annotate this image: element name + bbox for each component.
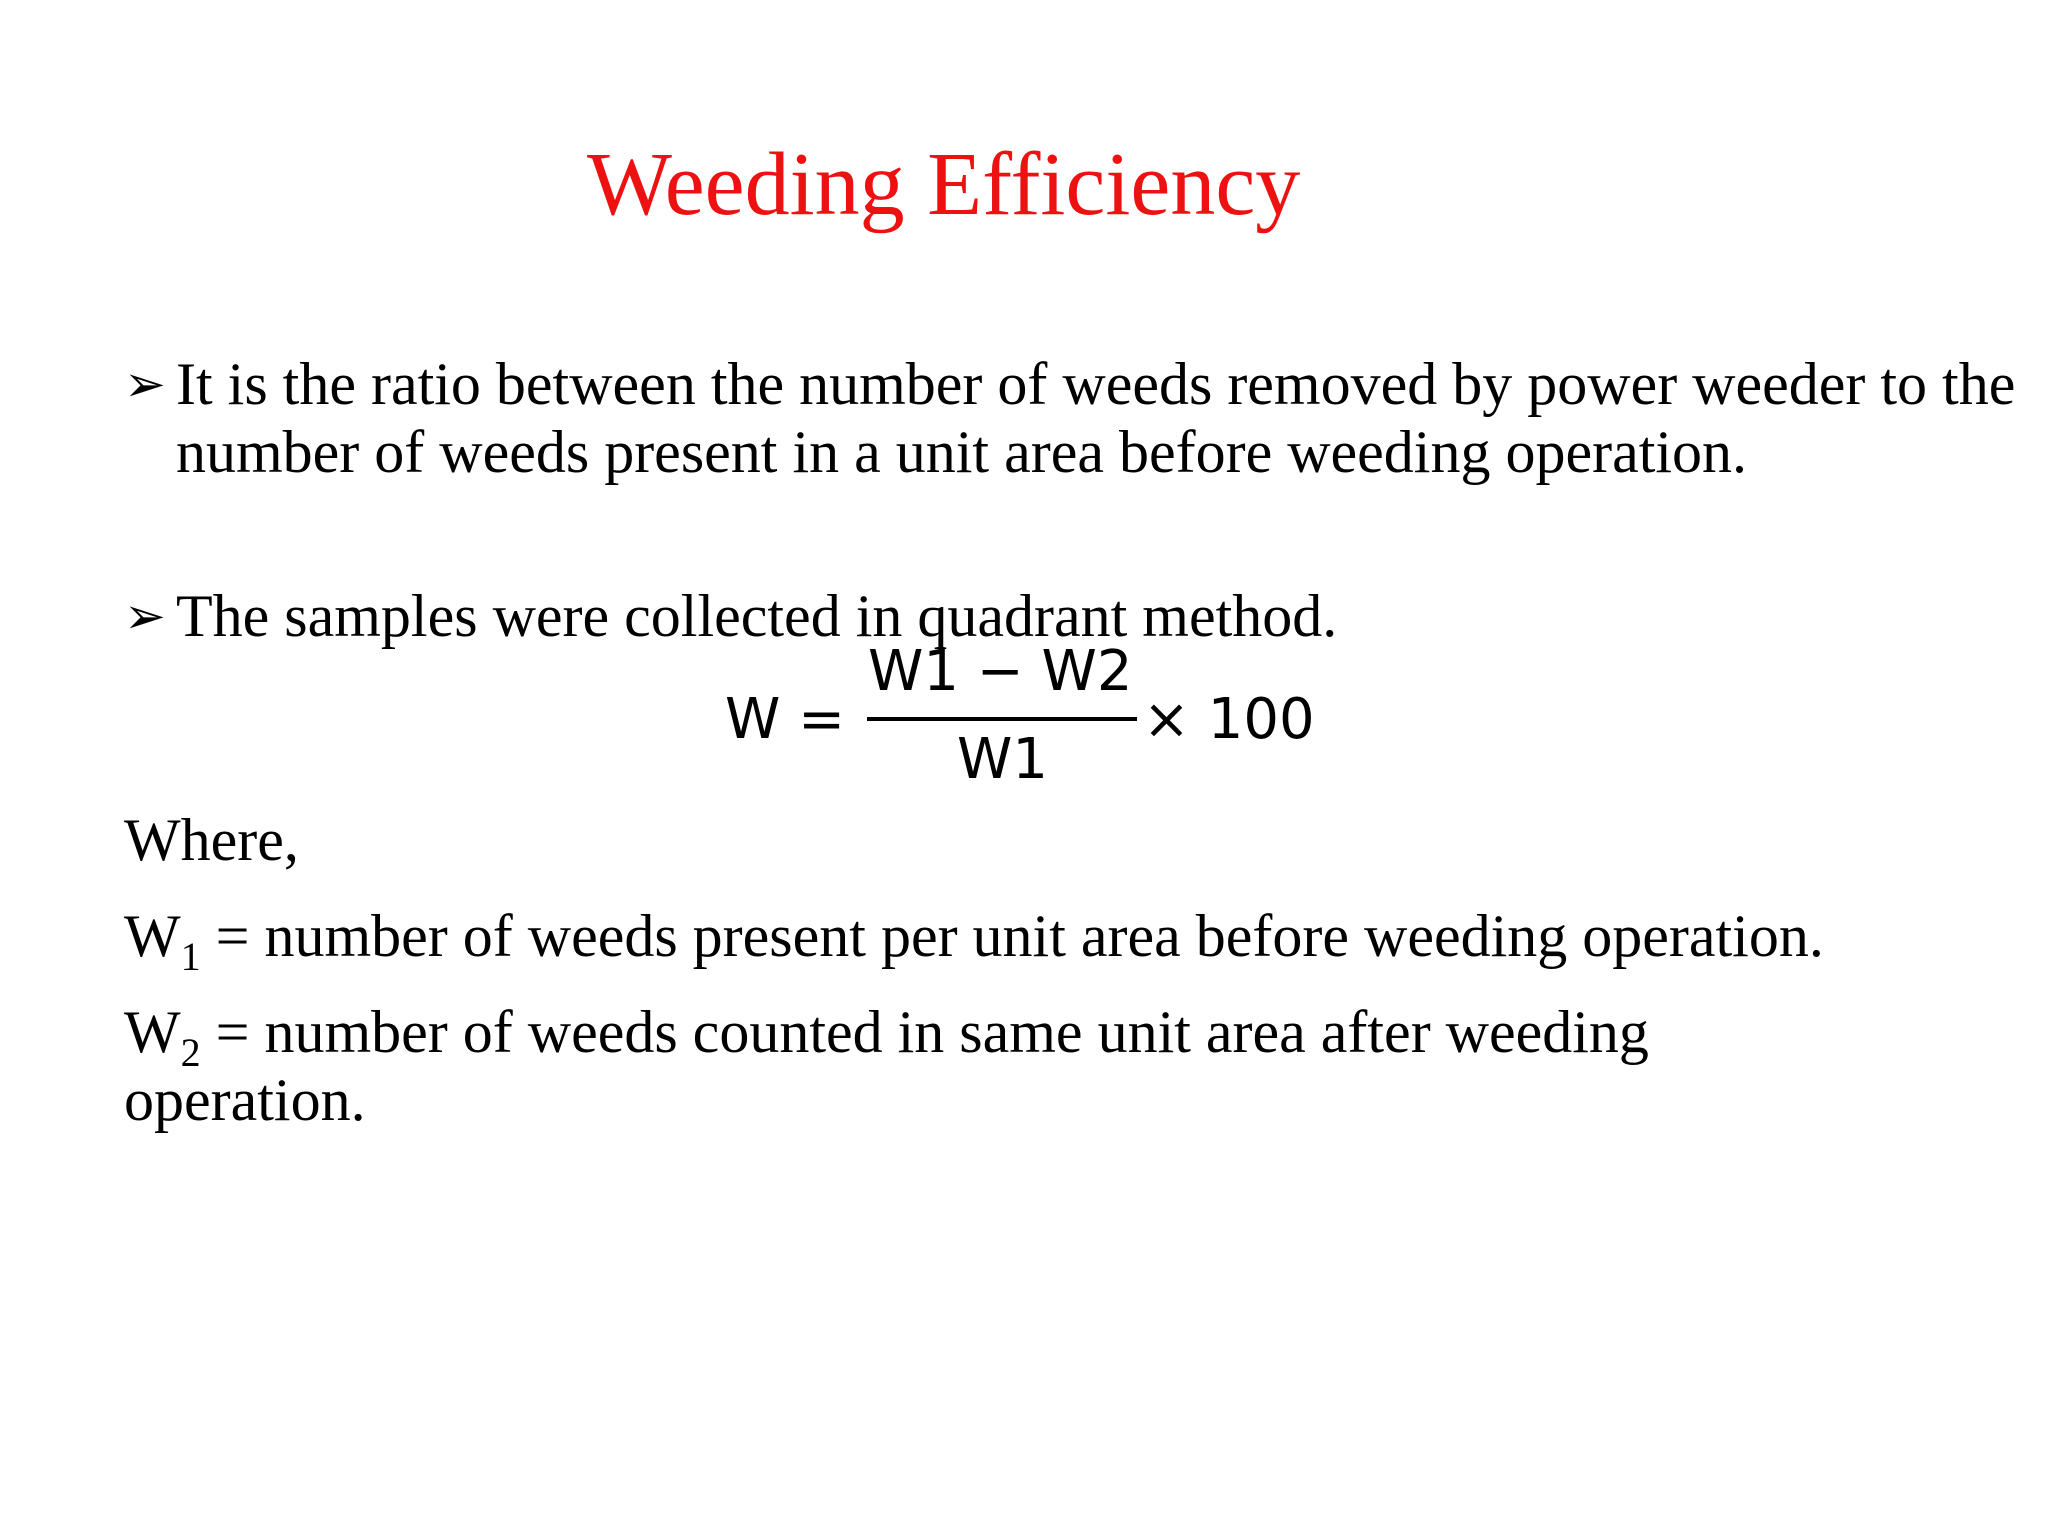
bullet-text: It is the ratio between the number of weeds removed by power weeder to the number of weeds present in a unit area before weeding operation.	[176, 351, 2016, 485]
formula-lhs: W =	[725, 687, 846, 752]
arrow-bullet-icon: ➢	[124, 355, 166, 413]
definition-w2	[124, 998, 1649, 1075]
where-label: Where,	[124, 807, 299, 873]
definition-symbol: W	[124, 999, 181, 1065]
definition-subscript: 1	[180, 934, 201, 979]
definition-subscript: 2	[180, 1030, 201, 1075]
arrow-bullet-icon: ➢	[124, 587, 166, 645]
bullet-text: The samples were collected in quadrant method.	[176, 583, 1338, 649]
definition-w1	[124, 902, 1824, 979]
efficiency-formula	[725, 640, 1325, 800]
slide-title: Weeding Efficiency	[587, 135, 1301, 234]
formula-rhs: × 100	[1143, 687, 1315, 752]
definition-symbol: W	[124, 903, 181, 969]
fraction-bar	[867, 717, 1137, 721]
definition-text: = number of weeds present per unit area before weeding operation.	[200, 903, 1824, 969]
definition-w2-continuation: operation.	[124, 1067, 366, 1133]
formula-denominator: W1	[957, 727, 1048, 792]
definition-text: = number of weeds counted in same unit area after weeding	[200, 999, 1649, 1065]
formula-numerator: W1 − W2	[868, 639, 1133, 704]
